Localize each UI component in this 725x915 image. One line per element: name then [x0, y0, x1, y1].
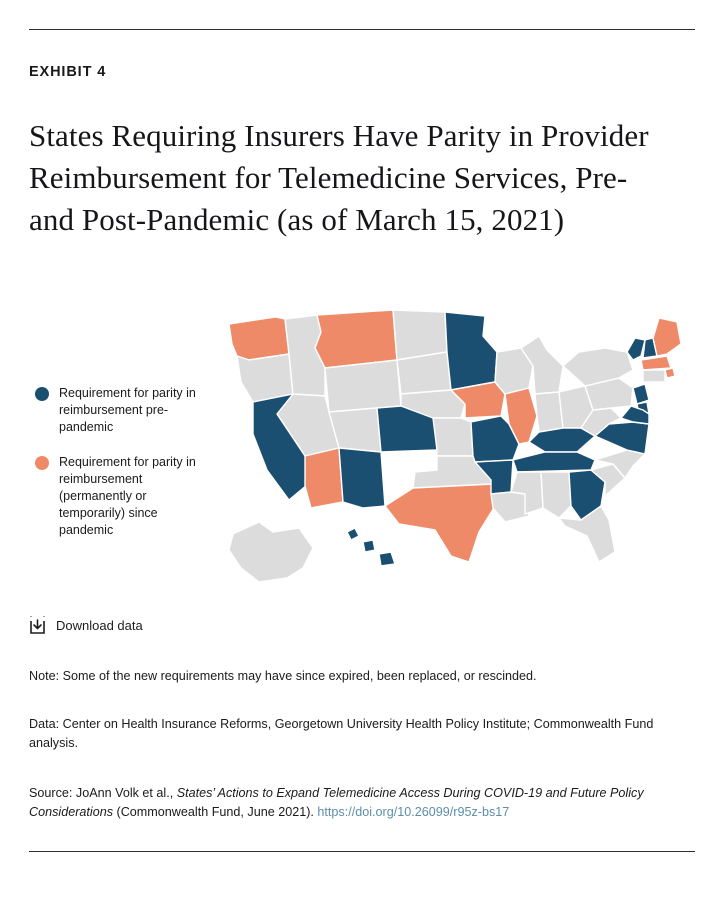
- state-AL: [541, 472, 571, 518]
- state-HI: [347, 528, 359, 540]
- source-doi-link[interactable]: https://doi.org/10.26099/r95z-bs17: [317, 805, 510, 819]
- data-source-text: Data: Center on Health Insurance Reforms, Georgetown University Health Policy Institute; Commonwealth Fund analysis.: [29, 717, 654, 750]
- legend-label-pre-pandemic: Requirement for parity in reimbursement pre-pandemic: [59, 386, 196, 434]
- source-suffix: (Commonwealth Fund, June 2021).: [113, 805, 318, 819]
- state-CT: [643, 370, 665, 382]
- state-AZ: [305, 448, 343, 508]
- download-data-label: Download data: [56, 618, 143, 633]
- state-KY: [529, 428, 595, 452]
- state-ND: [393, 310, 447, 360]
- state-LA: [491, 492, 529, 522]
- state-HI: [379, 552, 395, 566]
- page-title: States Requiring Insurers Have Parity in Provider Reimbursement for Telemedicine Services, Pre- and Post-Pandemic (as of March 15, 2021): [29, 118, 649, 237]
- legend-swatch-since-pandemic: [35, 456, 49, 470]
- state-AK: [229, 522, 313, 582]
- state-HI: [363, 540, 375, 552]
- legend-swatch-pre-pandemic: [35, 387, 49, 401]
- source-prefix: Source: JoAnn Volk et al.,: [29, 786, 177, 800]
- download-data-link[interactable]: [29, 616, 143, 635]
- state-SD: [397, 352, 451, 394]
- download-icon: [29, 616, 46, 635]
- bottom-divider: [29, 851, 695, 852]
- top-divider: [29, 29, 695, 30]
- state-RI: [665, 368, 675, 378]
- state-MN: [445, 312, 497, 390]
- state-NM: [339, 448, 385, 508]
- state-WA: [229, 317, 289, 360]
- state-TN: [513, 452, 595, 472]
- exhibit-label: EXHIBIT 4: [29, 64, 107, 80]
- source-text: [29, 784, 693, 822]
- state-ME: [653, 318, 681, 356]
- us-choropleth-map: [229, 310, 695, 605]
- state-IN: [535, 392, 563, 432]
- source-title: States’ Actions to Expand Telemedicine Access During COVID-19 and Future Policy Considerations: [29, 786, 644, 819]
- map-legend: [35, 385, 205, 557]
- state-VT: [627, 338, 645, 360]
- legend-label-since-pandemic: Requirement for parity in reimbursement (permanently or temporarily) since pandemic: [59, 455, 196, 537]
- state-OR: [237, 354, 293, 402]
- legend-item-pre-pandemic: [35, 385, 205, 436]
- chart-area: [29, 310, 695, 605]
- legend-item-since-pandemic: [35, 454, 205, 539]
- us-map-svg: [229, 310, 695, 605]
- state-KS: [433, 418, 473, 456]
- note-text: Note: Some of the new requirements may have since expired, been replaced, or rescinded.: [29, 669, 537, 683]
- state-NJ: [633, 384, 649, 404]
- state-TX: [385, 484, 495, 562]
- state-WY: [325, 360, 401, 412]
- state-MT: [315, 310, 397, 368]
